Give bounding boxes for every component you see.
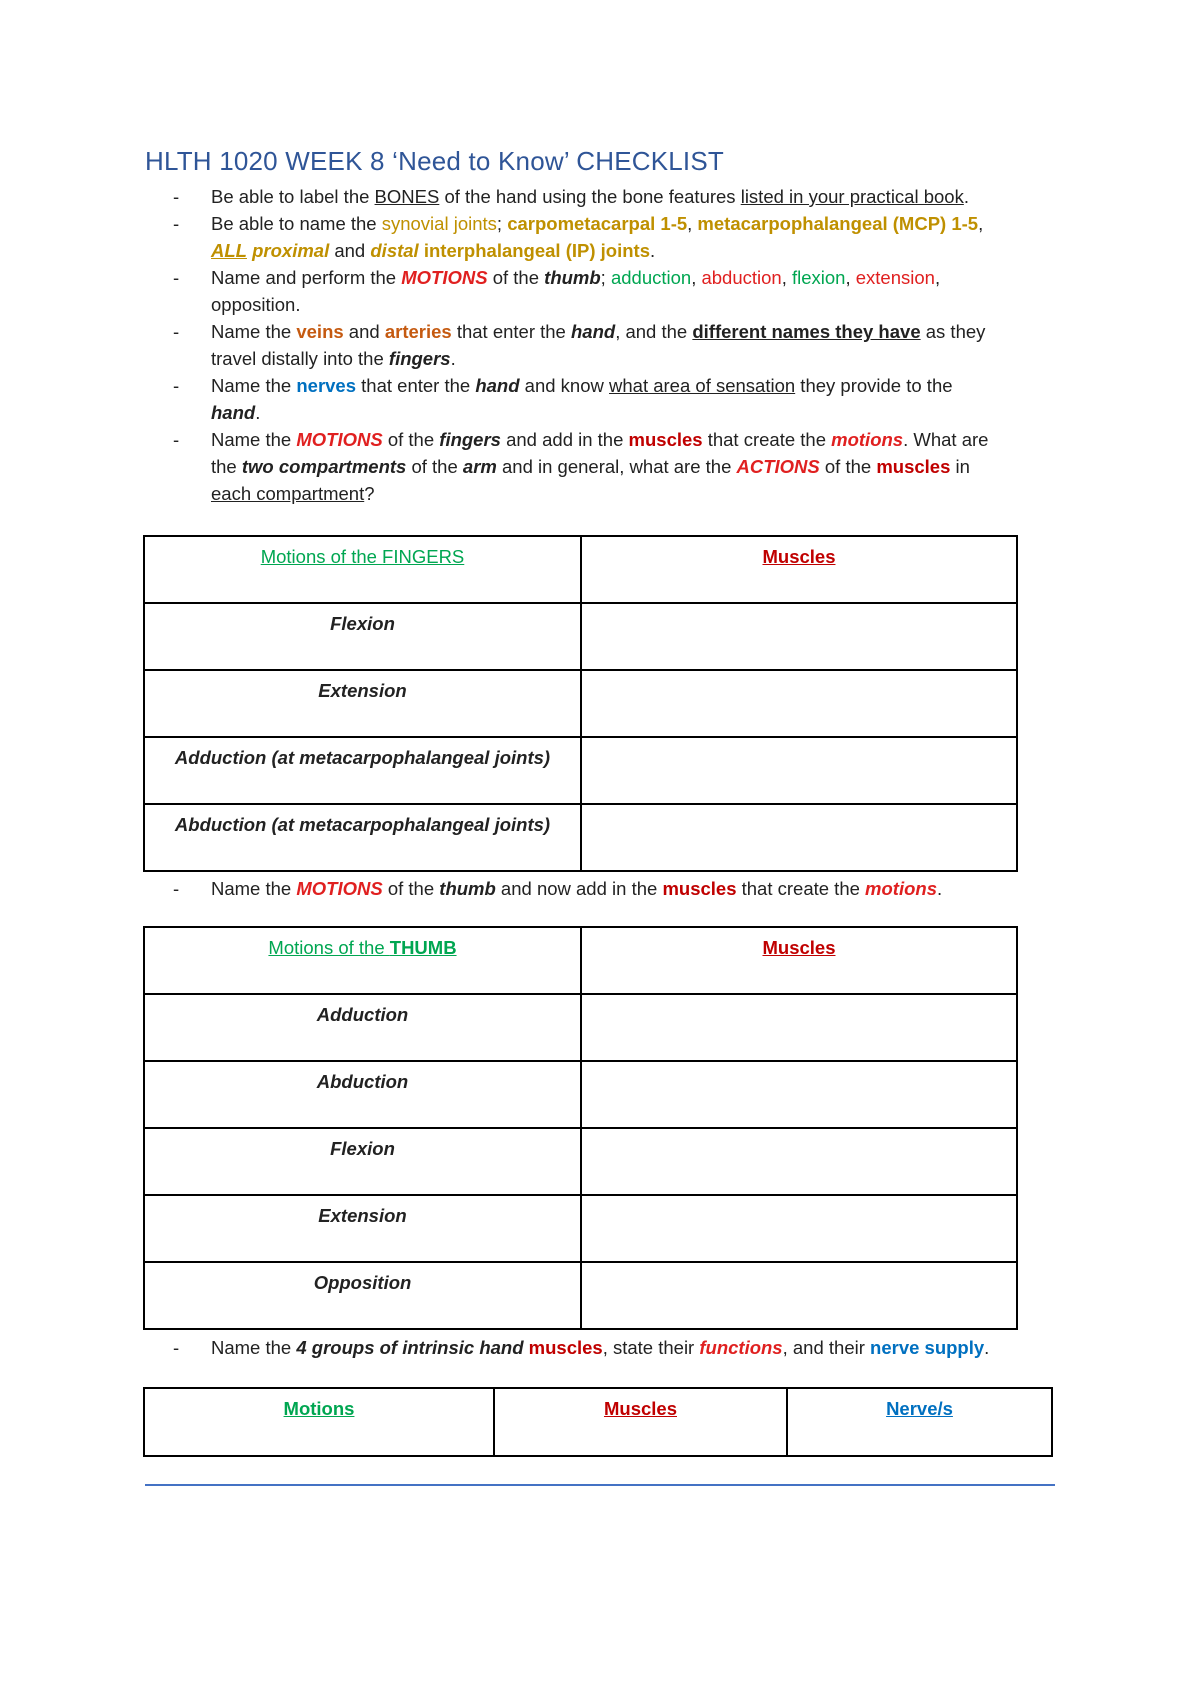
row-label: Extension [144,1195,581,1262]
checklist-item-nerves: - Name the nerves that enter the hand and know what area of sensation they provide to the hand. [145,372,1045,426]
checklist-item-intrinsic-muscles: - Name the 4 groups of intrinsic hand muscles, state their functions, and their nerve supply. [145,1334,1045,1361]
row-label: Adduction [144,994,581,1061]
answer-cell[interactable] [581,1262,1017,1329]
table-row [144,1061,1017,1128]
table-row [144,670,1017,737]
checklist-item-vessels: - Name the veins and arteries that enter the hand, and the different names they have as they travel distally into the fingers. [145,318,1045,372]
row-label: Abduction (at metacarpophalangeal joints) [144,804,581,871]
table-header-row [144,1388,1052,1456]
bullet-marker: - [173,213,180,234]
answer-cell[interactable] [581,1061,1017,1128]
table-row [144,994,1017,1061]
answer-cell[interactable] [581,1195,1017,1262]
fingers-motions-table [143,535,1018,872]
page-title: HLTH 1020 WEEK 8 ‘Need to Know’ CHECKLIST [145,146,724,176]
checklist-item-joints: - Be able to name the synovial joints; carpometacarpal 1-5, metacarpophalangeal (MCP) 1-5, ALL proximal and distal interphalangeal (IP) joints. [145,210,1045,264]
header-muscles: Muscles [581,927,1017,994]
thumb-motions-table [143,926,1018,1330]
checklist-item-thumb-muscles: - Name the MOTIONS of the thumb and now add in the muscles that create the motions. [145,875,1045,902]
checklist-item-thumb-motions: - Name and perform the MOTIONS of the thumb; adduction, abduction, flexion, extension, opposition. [145,264,1045,318]
header-nerves: Nerve/s [787,1388,1052,1456]
header-motions-of-fingers: Motions of the FINGERS [144,536,581,603]
bullet-marker: - [173,321,180,342]
row-label: Flexion [144,1128,581,1195]
bullet-marker: - [173,429,180,450]
checklist-item-intrinsic-wrap [145,1334,1045,1361]
header-muscles: Muscles [494,1388,787,1456]
answer-cell[interactable] [581,994,1017,1061]
table-row [144,1128,1017,1195]
bullet-marker: - [173,186,180,207]
row-label: Flexion [144,603,581,670]
table-row [144,603,1017,670]
footer-divider [145,1484,1055,1486]
intrinsic-muscles-table [143,1387,1053,1457]
header-motions-of-thumb: Motions of the THUMB [144,927,581,994]
bullet-marker: - [173,878,180,899]
bullet-marker: - [173,267,180,288]
row-label: Extension [144,670,581,737]
table-row [144,1262,1017,1329]
table-header-row [144,536,1017,603]
answer-cell[interactable] [581,603,1017,670]
table-row [144,804,1017,871]
answer-cell[interactable] [581,737,1017,804]
header-muscles: Muscles [581,536,1017,603]
bullet-marker: - [173,375,180,396]
table-row [144,737,1017,804]
checklist-item-finger-motions: - Name the MOTIONS of the fingers and add in the muscles that create the motions. What are the two compartments of the arm and in general, what are the ACTIONS of the muscles in each compartment? [145,426,1045,507]
row-label: Opposition [144,1262,581,1329]
checklist-item-thumb-muscles-wrap [145,875,1045,902]
answer-cell[interactable] [581,1128,1017,1195]
answer-cell[interactable] [581,670,1017,737]
row-label: Adduction (at metacarpophalangeal joints) [144,737,581,804]
checklist-item-bones: - Be able to label the BONES of the hand using the bone features listed in your practical book. [145,183,1045,210]
table-row [144,1195,1017,1262]
header-motions: Motions [144,1388,494,1456]
row-label: Abduction [144,1061,581,1128]
bullet-marker: - [173,1337,180,1358]
table-header-row [144,927,1017,994]
answer-cell[interactable] [581,804,1017,871]
checklist [145,183,1045,507]
